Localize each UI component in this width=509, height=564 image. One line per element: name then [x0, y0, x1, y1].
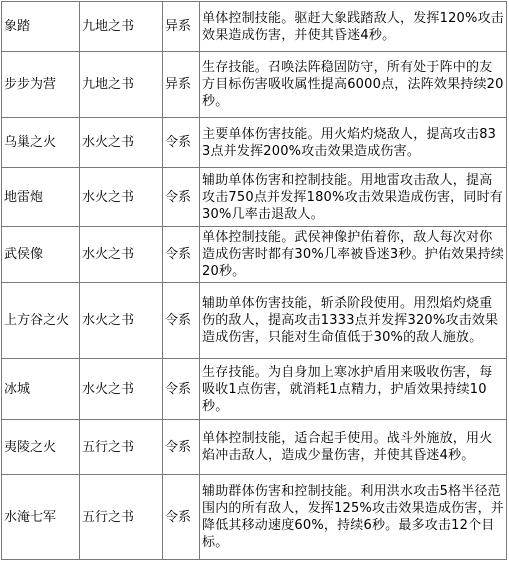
table-row: [2, 118, 507, 168]
skill-name: 水淹七军: [2, 475, 80, 560]
skill-book: 水火之书: [80, 283, 163, 359]
table-row: [2, 283, 507, 359]
skill-book: 水火之书: [80, 168, 163, 227]
table-row: [2, 359, 507, 420]
skill-name: 乌巢之火: [2, 118, 80, 168]
skill-book: 水火之书: [80, 227, 163, 283]
table-row: [2, 168, 507, 227]
table-row: [2, 227, 507, 283]
skill-type: 令系: [163, 475, 200, 560]
skill-type: 令系: [163, 359, 200, 420]
table-row: [2, 52, 507, 118]
skill-book: 九地之书: [80, 52, 163, 118]
skill-type: 令系: [163, 118, 200, 168]
skill-description: 单体控制技能，适合起手使用。战斗外施放，用火焰冲击敌人，造成少量伤害，并使其昏迷4秒。: [200, 420, 507, 475]
skill-description: 生存技能。召唤法阵稳固防守，所有处于阵中的友方目标伤害吸收属性提高6000点，法阵效果持续20秒。: [200, 52, 507, 118]
skill-name: 冰城: [2, 359, 80, 420]
skill-book: 五行之书: [80, 420, 163, 475]
table-row: [2, 420, 507, 475]
table-row: [2, 2, 507, 52]
skills-table: [1, 1, 507, 560]
skill-book: 水火之书: [80, 359, 163, 420]
skill-type: 令系: [163, 283, 200, 359]
skill-description: 生存技能。为自身加上寒冰护盾用来吸收伤害，每吸收1点伤害，就消耗1点精力，护盾效果持续10秒。: [200, 359, 507, 420]
skill-type: 异系: [163, 52, 200, 118]
skill-book: 五行之书: [80, 475, 163, 560]
skill-name: 夷陵之火: [2, 420, 80, 475]
skill-description: 辅助群体伤害和控制技能。利用洪水攻击5格半径范围内的所有敌人，发挥125%攻击效果造成伤害，并降低其移动速度60%，持续6秒。最多攻击12个目标。: [200, 475, 507, 560]
skill-description: 单体控制技能。驱赶大象践踏敌人，发挥120%攻击效果造成伤害，并使其昏迷4秒。: [200, 2, 507, 52]
skill-name: 地雷炮: [2, 168, 80, 227]
skill-name: 上方谷之火: [2, 283, 80, 359]
skill-name: 象踏: [2, 2, 80, 52]
skill-book: 九地之书: [80, 2, 163, 52]
skill-description: 主要单体伤害技能。用火焰灼烧敌人，提高攻击833点并发挥200%攻击效果造成伤害。: [200, 118, 507, 168]
skill-description: 单体控制技能。武侯神像护佑着你，敌人每次对你造成伤害时都有30%几率被昏迷3秒。护佑效果持续20秒。: [200, 227, 507, 283]
skill-description: 辅助单体伤害和控制技能。用地雷攻击敌人，提高攻击750点并发挥180%攻击效果造成伤害，同时有30%几率击退敌人。: [200, 168, 507, 227]
table-row: [2, 475, 507, 560]
skill-type: 异系: [163, 2, 200, 52]
skill-book: 水火之书: [80, 118, 163, 168]
skill-type: 令系: [163, 420, 200, 475]
skill-name: 武侯像: [2, 227, 80, 283]
skill-description: 辅助单体伤害技能，斩杀阶段使用。用烈焰灼烧重伤的敌人，提高攻击1333点并发挥320%攻击效果造成伤害，只能对生命值低于30%的敌人施放。: [200, 283, 507, 359]
skill-name: 步步为营: [2, 52, 80, 118]
skill-type: 令系: [163, 227, 200, 283]
skill-type: 令系: [163, 168, 200, 227]
